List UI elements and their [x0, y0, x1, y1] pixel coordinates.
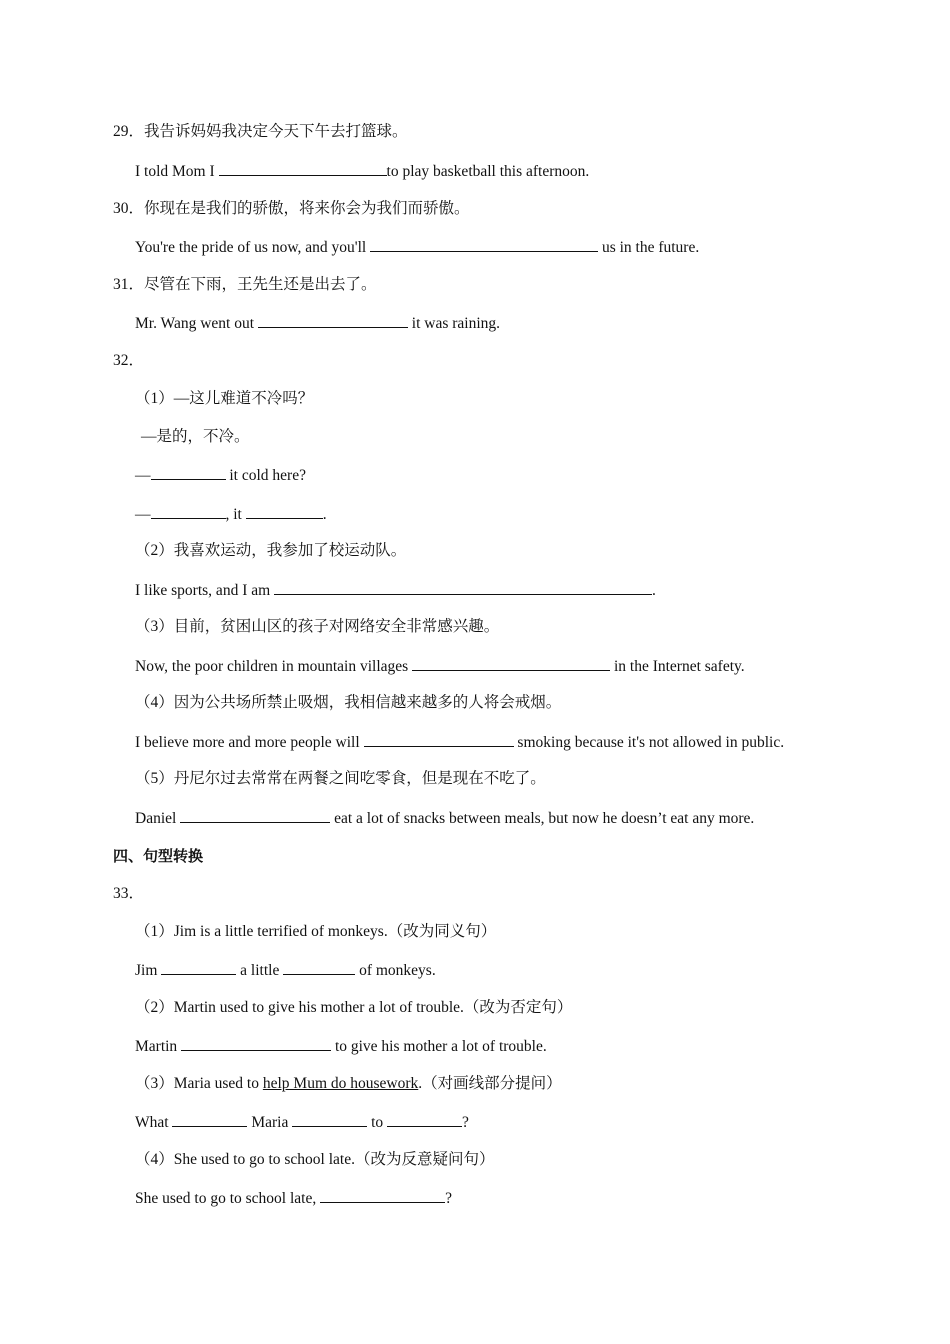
text: eat a lot of snacks between meals, but now he doesn’t eat any more.: [330, 810, 755, 827]
question-30-prompt: [113, 199, 470, 219]
question-32-4-answer: [135, 732, 784, 753]
text: Daniel: [135, 810, 181, 827]
answer-blank[interactable]: [161, 960, 236, 975]
chinese-sentence: 我告诉妈妈我决定今天下午去打篮球。: [144, 123, 408, 140]
question-33-1-prompt: （1）Jim is a little terrified of monkeys.（改为同义句）: [135, 923, 497, 940]
answer-blank[interactable]: [151, 465, 226, 480]
underlined-phrase: help Mum do housework: [262, 1075, 419, 1092]
answer-blank[interactable]: [246, 504, 323, 519]
text: （3）Maria used to: [135, 1075, 263, 1092]
answer-blank[interactable]: [151, 504, 226, 519]
answer-blank[interactable]: [274, 580, 652, 595]
text: ?: [445, 1190, 453, 1207]
question-33-2-prompt: （2）Martin used to give his mother a lot of trouble.（改为否定句）: [135, 999, 573, 1016]
question-29-prompt: [113, 122, 408, 142]
question-number: 30．: [113, 200, 145, 217]
answer-blank[interactable]: [180, 808, 330, 823]
text: I believe more and more people will: [135, 734, 364, 751]
question-32-number: 32．: [113, 352, 145, 369]
text: I like sports, and I am: [135, 582, 275, 599]
text: What: [135, 1114, 173, 1131]
answer-blank[interactable]: [387, 1112, 462, 1127]
text: She used to go to school late,: [135, 1190, 321, 1207]
question-number: 31．: [113, 276, 145, 293]
question-32-1-chinese-b: —是的，不冷。: [141, 428, 250, 445]
answer-blank[interactable]: [412, 656, 610, 671]
text: ?: [462, 1114, 469, 1131]
text: —: [135, 467, 151, 484]
question-32-1-answer-b: [135, 504, 327, 525]
question-33-number: 33．: [113, 885, 145, 902]
question-32-1-chinese-a: （1）—这儿难道不冷吗？: [135, 390, 314, 407]
question-31-answer: [135, 313, 500, 334]
answer-blank[interactable]: [364, 732, 514, 747]
text: Jim: [135, 962, 162, 979]
text: of monkeys.: [355, 962, 436, 979]
answer-blank[interactable]: [258, 313, 408, 328]
text: it was raining.: [407, 315, 501, 332]
chinese-sentence: 尽管在下雨，王先生还是出去了。: [144, 276, 377, 293]
text: .: [652, 582, 656, 599]
question-32-1-answer-a: [135, 465, 306, 486]
answer-blank[interactable]: [219, 161, 387, 176]
question-32-3-answer: [135, 656, 745, 677]
question-31-prompt: [113, 275, 377, 295]
question-32-5-chinese: （5）丹尼尔过去常常在两餐之间吃零食，但是现在不吃了。: [135, 770, 546, 787]
question-30-answer: [135, 237, 699, 258]
answer-blank[interactable]: [283, 960, 355, 975]
question-number: 29．: [113, 123, 145, 140]
text: You're the pride of us now, and you'll: [135, 239, 371, 256]
question-29-answer: [135, 161, 589, 182]
text: us in the future.: [598, 239, 700, 256]
text: Mr. Wang went out: [135, 315, 258, 332]
text: to give his mother a lot of trouble.: [331, 1038, 547, 1055]
question-33-1-answer: [135, 960, 436, 981]
text: —: [135, 506, 151, 523]
text: .: [322, 506, 327, 523]
question-32-2-chinese: （2）我喜欢运动，我参加了校运动队。: [135, 542, 407, 559]
text: to: [367, 1114, 388, 1131]
question-33-3-answer: [135, 1112, 469, 1133]
answer-blank[interactable]: [172, 1112, 247, 1127]
text: to play basketball this afternoon.: [386, 163, 590, 180]
text: in the Internet safety.: [610, 658, 745, 675]
answer-blank[interactable]: [292, 1112, 367, 1127]
text: I told Mom I: [135, 163, 219, 180]
question-33-4-prompt: （4）She used to go to school late.（改为反意疑问句）: [135, 1151, 495, 1168]
answer-blank[interactable]: [320, 1188, 445, 1203]
text: Now, the poor children in mountain villages: [135, 658, 413, 675]
question-32-2-answer: [135, 580, 656, 601]
text: Martin: [135, 1038, 182, 1055]
chinese-sentence: 你现在是我们的骄傲，将来你会为我们而骄傲。: [144, 200, 470, 217]
answer-blank[interactable]: [370, 237, 598, 252]
text: it cold here?: [225, 467, 306, 484]
text: Maria: [247, 1114, 293, 1131]
question-32-4-chinese: （4）因为公共场所禁止吸烟，我相信越来越多的人将会戒烟。: [135, 694, 562, 711]
question-33-2-answer: [135, 1036, 547, 1057]
question-32-5-answer: [135, 808, 754, 829]
answer-blank[interactable]: [181, 1036, 331, 1051]
question-33-4-answer: [135, 1188, 452, 1209]
question-32-3-chinese: （3）目前，贫困山区的孩子对网络安全非常感兴趣。: [135, 618, 500, 635]
text: smoking because it's not allowed in public.: [513, 734, 785, 751]
text: .（对画线部分提问）: [418, 1075, 562, 1092]
question-33-3-prompt: [135, 1074, 562, 1094]
text: , it: [225, 506, 246, 523]
section-heading: 四、句型转换: [113, 847, 204, 865]
text: a little: [236, 962, 284, 979]
